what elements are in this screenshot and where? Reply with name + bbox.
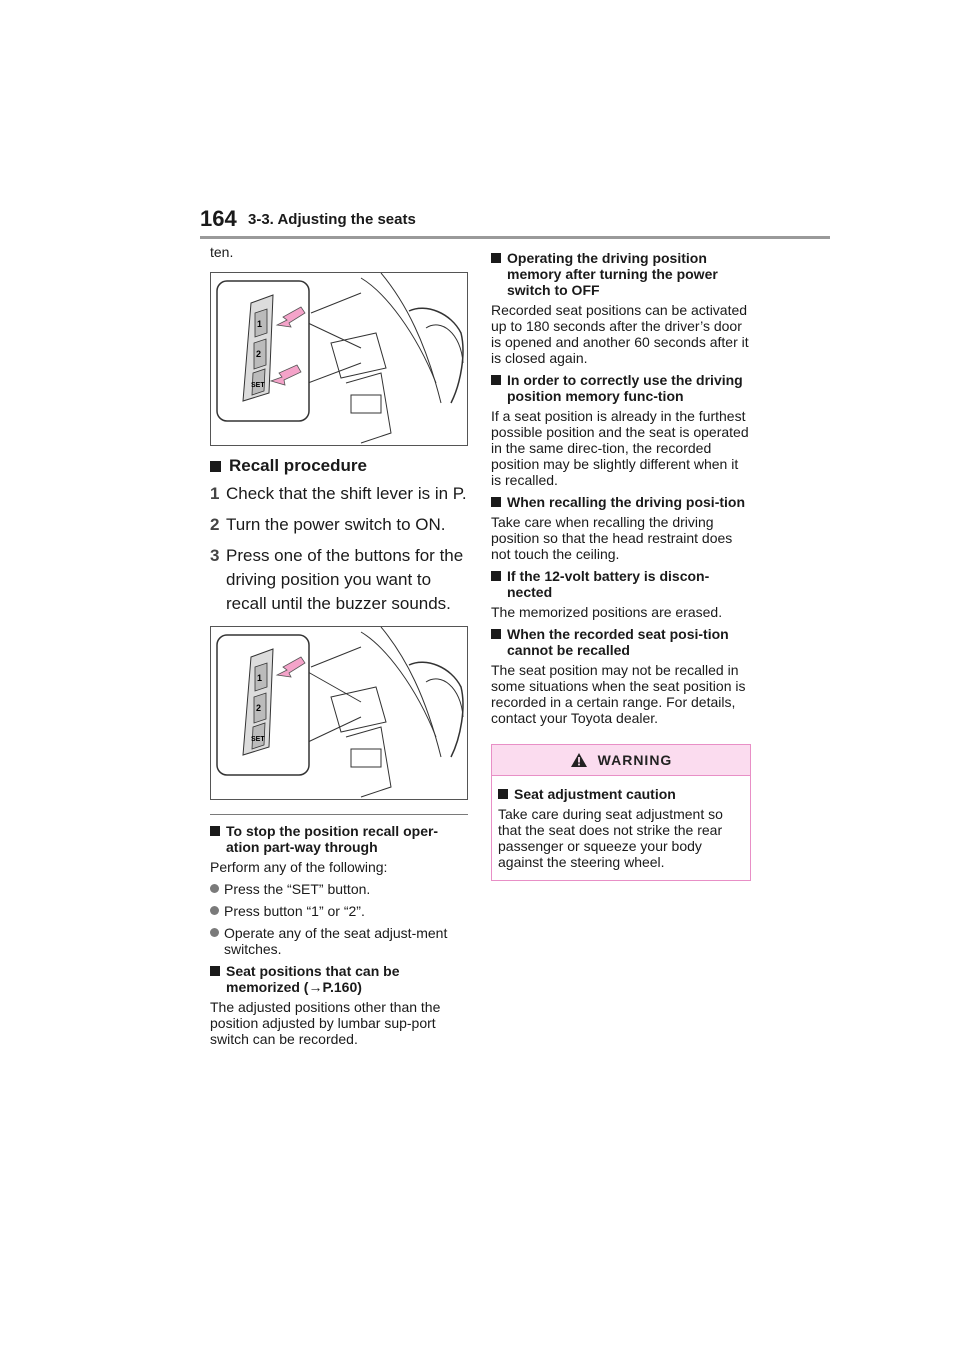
figure-memory-buttons-set [210,272,468,446]
section-text: The memorized positions are erased. [491,604,723,620]
square-bullet-icon [498,789,508,799]
fig1-label-set: SET [251,382,265,389]
square-bullet-icon [491,497,501,507]
warning-text: Take care during seat adjustment so that the seat does not strike the rear passenger or squeeze your body against the steering wheel. [498,806,723,870]
step-item: 1 Check that the shift lever is in P. [210,484,467,503]
memorize-heading: Seat positions that can be memorized (→P.160) [210,963,468,995]
warning-box [491,744,751,881]
section-heading: In order to correctly use the driving position memory func-tion [491,372,751,404]
section-heading: If the 12-volt battery is discon-nected [491,568,751,600]
figure-memory-buttons-recall [210,626,468,800]
square-bullet-icon [210,461,221,472]
section-heading: When recalling the driving posi-tion [491,494,751,510]
page-number: 164 [200,206,237,231]
right-column [491,244,751,881]
section-heading: When the recorded seat posi-tion cannot be recalled [491,626,751,658]
round-bullet-icon [210,906,219,915]
stop-recall-heading: To stop the position recall oper-ation part-way through [210,823,468,855]
figure-illustration [211,273,467,445]
step-item: 3 Press one of the buttons for the driving position you want to recall until the buzzer sounds. [210,546,464,613]
square-bullet-icon [210,826,220,836]
recall-procedure-heading: Recall procedure [210,456,468,476]
list-item: Press button “1” or “2”. [210,903,468,919]
section-heading: Operating the driving position memory after turning the power switch to OFF [491,250,751,298]
square-bullet-icon [491,253,501,263]
section-text: Take care when recalling the driving position so that the head restraint does not touch the ceiling. [491,514,733,562]
list-item: Press the “SET” button. [210,881,468,897]
stop-intro-text: Perform any of the following: [210,859,388,875]
square-bullet-icon [491,571,501,581]
fig1-label-btn2: 2 [256,349,262,359]
fig2-label-btn1: 1 [257,673,263,683]
square-bullet-icon [491,629,501,639]
step-item: 2 Turn the power switch to ON. [210,515,446,534]
section-text: The seat position may not be recalled in some situations when the seat position is recorded in a certain range. For details, contact your Toyota dealer. [491,662,746,726]
square-bullet-icon [210,966,220,976]
warning-triangle-icon [570,752,588,768]
section-title: 3-3. Adjusting the seats [248,211,416,228]
square-bullet-icon [491,375,501,385]
intro-text: ten. [210,244,234,260]
memorize-text: The adjusted positions other than the position adjusted by lumbar sup-port switch can be recorded. [210,999,441,1047]
fig1-label-btn1: 1 [257,319,263,329]
section-text: Recorded seat positions can be activated up to 180 seconds after the driver’s door is opened and another 60 seconds after it is closed again. [491,302,749,366]
warning-heading: Seat adjustment caution [498,786,744,802]
warning-body [492,776,750,880]
fig2-label-btn2: 2 [256,703,262,713]
divider [210,814,468,815]
warning-header [492,745,750,776]
figure-illustration [211,627,467,799]
round-bullet-icon [210,884,219,893]
warning-title: WARNING [597,752,673,768]
list-item: Operate any of the seat adjust-ment switches. [210,925,468,957]
fig2-label-set: SET [251,736,265,743]
section-text: If a seat position is already in the furthest possible position and the seat is operated in the same direc-tion, the recorded position may be slightly different when it is recalled. [491,408,749,488]
round-bullet-icon [210,928,219,937]
page-header [200,206,830,239]
left-column [210,244,468,1053]
